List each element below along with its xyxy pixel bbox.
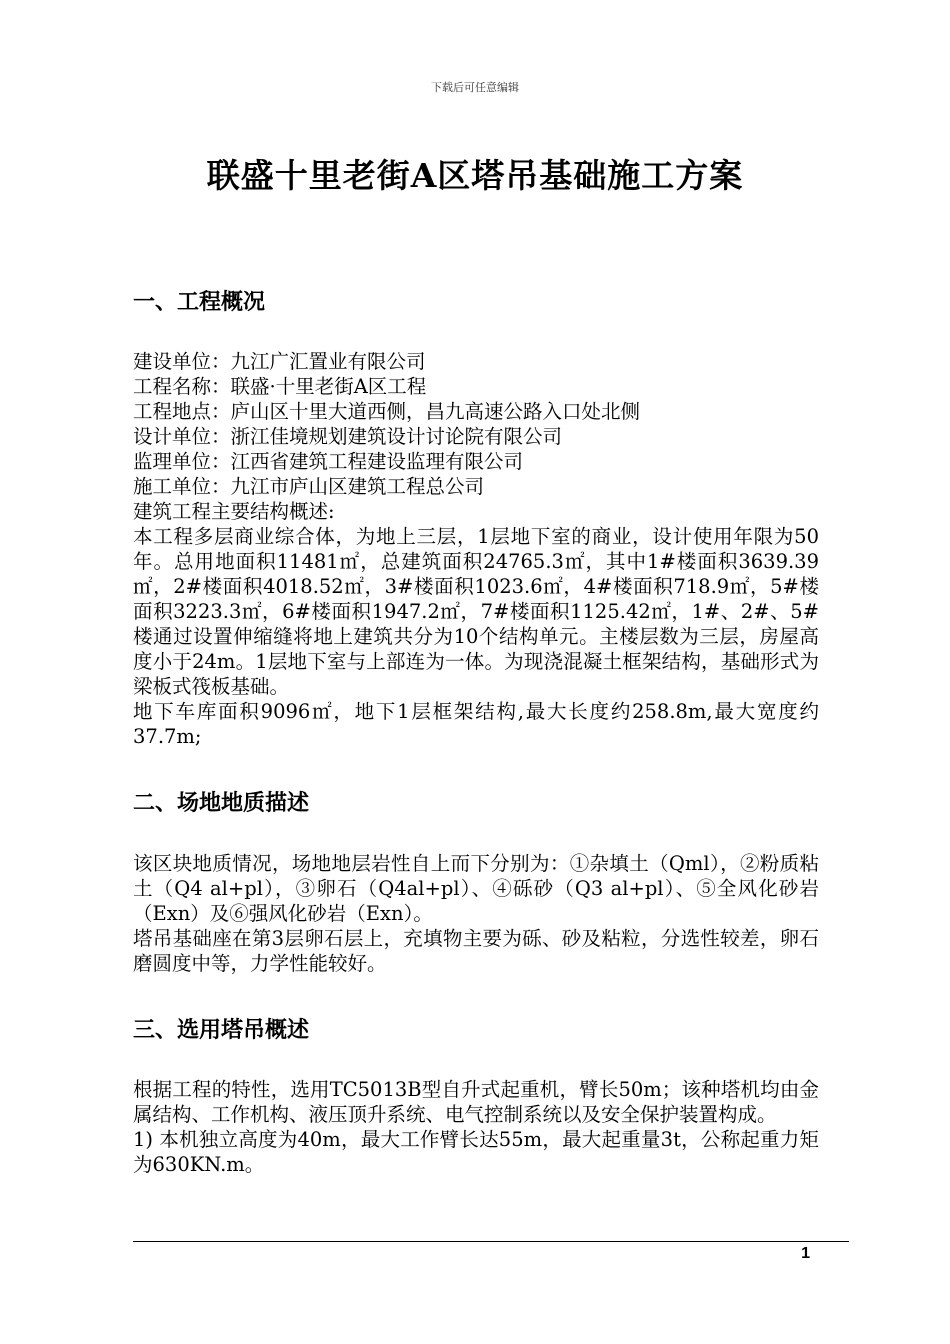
section-body-geology — [133, 851, 819, 976]
paragraph: 塔吊基础座在第3层卵石层上，充填物主要为砾、砂及粘粒，分选性较差，卵石磨圆度中等，力学性能较好。 — [133, 927, 819, 975]
section-body-overview — [133, 349, 819, 749]
paragraph: 工程地点：庐山区十里大道西侧，昌九高速公路入口处北侧 — [133, 400, 641, 423]
paragraph: 建筑工程主要结构概述: — [133, 500, 335, 523]
document-title: 联盛十里老街A区塔吊基础施工方案 — [206, 156, 744, 195]
paragraph: 施工单位：九江市庐山区建筑工程总公司 — [133, 475, 485, 498]
page-number: 1 — [801, 1245, 810, 1262]
paragraph: 监理单位：江西省建筑工程建设监理有限公司 — [133, 450, 524, 473]
paragraph: 1) 本机独立高度为40m，最大工作臂长达55m，最大起重量3t，公称起重力矩为630KN.m。 — [133, 1128, 819, 1176]
section-heading-geology: 二、场地地质描述 — [133, 791, 310, 816]
paragraph: 工程名称：联盛·十里老街A区工程 — [133, 375, 427, 398]
paragraph: 该区块地质情况，场地地层岩性自上而下分别为：①杂填土（Qml），②粉质粘土（Q4 al+pl），③卵石（Q4al+pl）、④砾砂（Q3 al+pl）、⑤全风化砂岩（Exn）及⑥强风化砂岩（Exn）。 — [133, 852, 819, 925]
paragraph: 根据工程的特性，选用TC5013B型自升式起重机，臂长50m；该种塔机均由金属结构、工作机构、液压顶升系统、电气控制系统以及安全保护装置构成。 — [133, 1078, 819, 1126]
paragraph: 设计单位：浙江佳境规划建筑设计讨论院有限公司 — [133, 425, 563, 448]
paragraph: 地下车库面积9096㎡，地下1层框架结构,最大长度约258.8m,最大宽度约37.7m; — [133, 700, 819, 748]
header-note: 下载后可任意编辑 — [431, 81, 519, 94]
section-heading-overview: 一、工程概况 — [133, 290, 266, 315]
section-heading-crane: 三、选用塔吊概述 — [133, 1018, 310, 1043]
paragraph: 建设单位：九江广汇置业有限公司 — [133, 350, 426, 373]
paragraph: 本工程多层商业综合体，为地上三层，1层地下室的商业，设计使用年限为50年。总用地面积11481㎡，总建筑面积24765.3㎡，其中1#楼面积3639.39㎡，2#楼面积4018.52㎡，3#楼面积1023.6㎡，4#楼面积718.9㎡，5#楼面积3223.3㎡，6#楼面积1947.2㎡，7#楼面积1125.42㎡，1#、2#、5#楼通过设置伸缩缝将地上建筑共分为10个结构单元。主楼层数为三层，房屋高度小于24m。1层地下室与上部连为一体。为现浇混凝土框架结构，基础形式为梁板式筏板基础。 — [133, 525, 819, 698]
footer-divider — [133, 1241, 849, 1242]
section-body-crane — [133, 1077, 819, 1177]
